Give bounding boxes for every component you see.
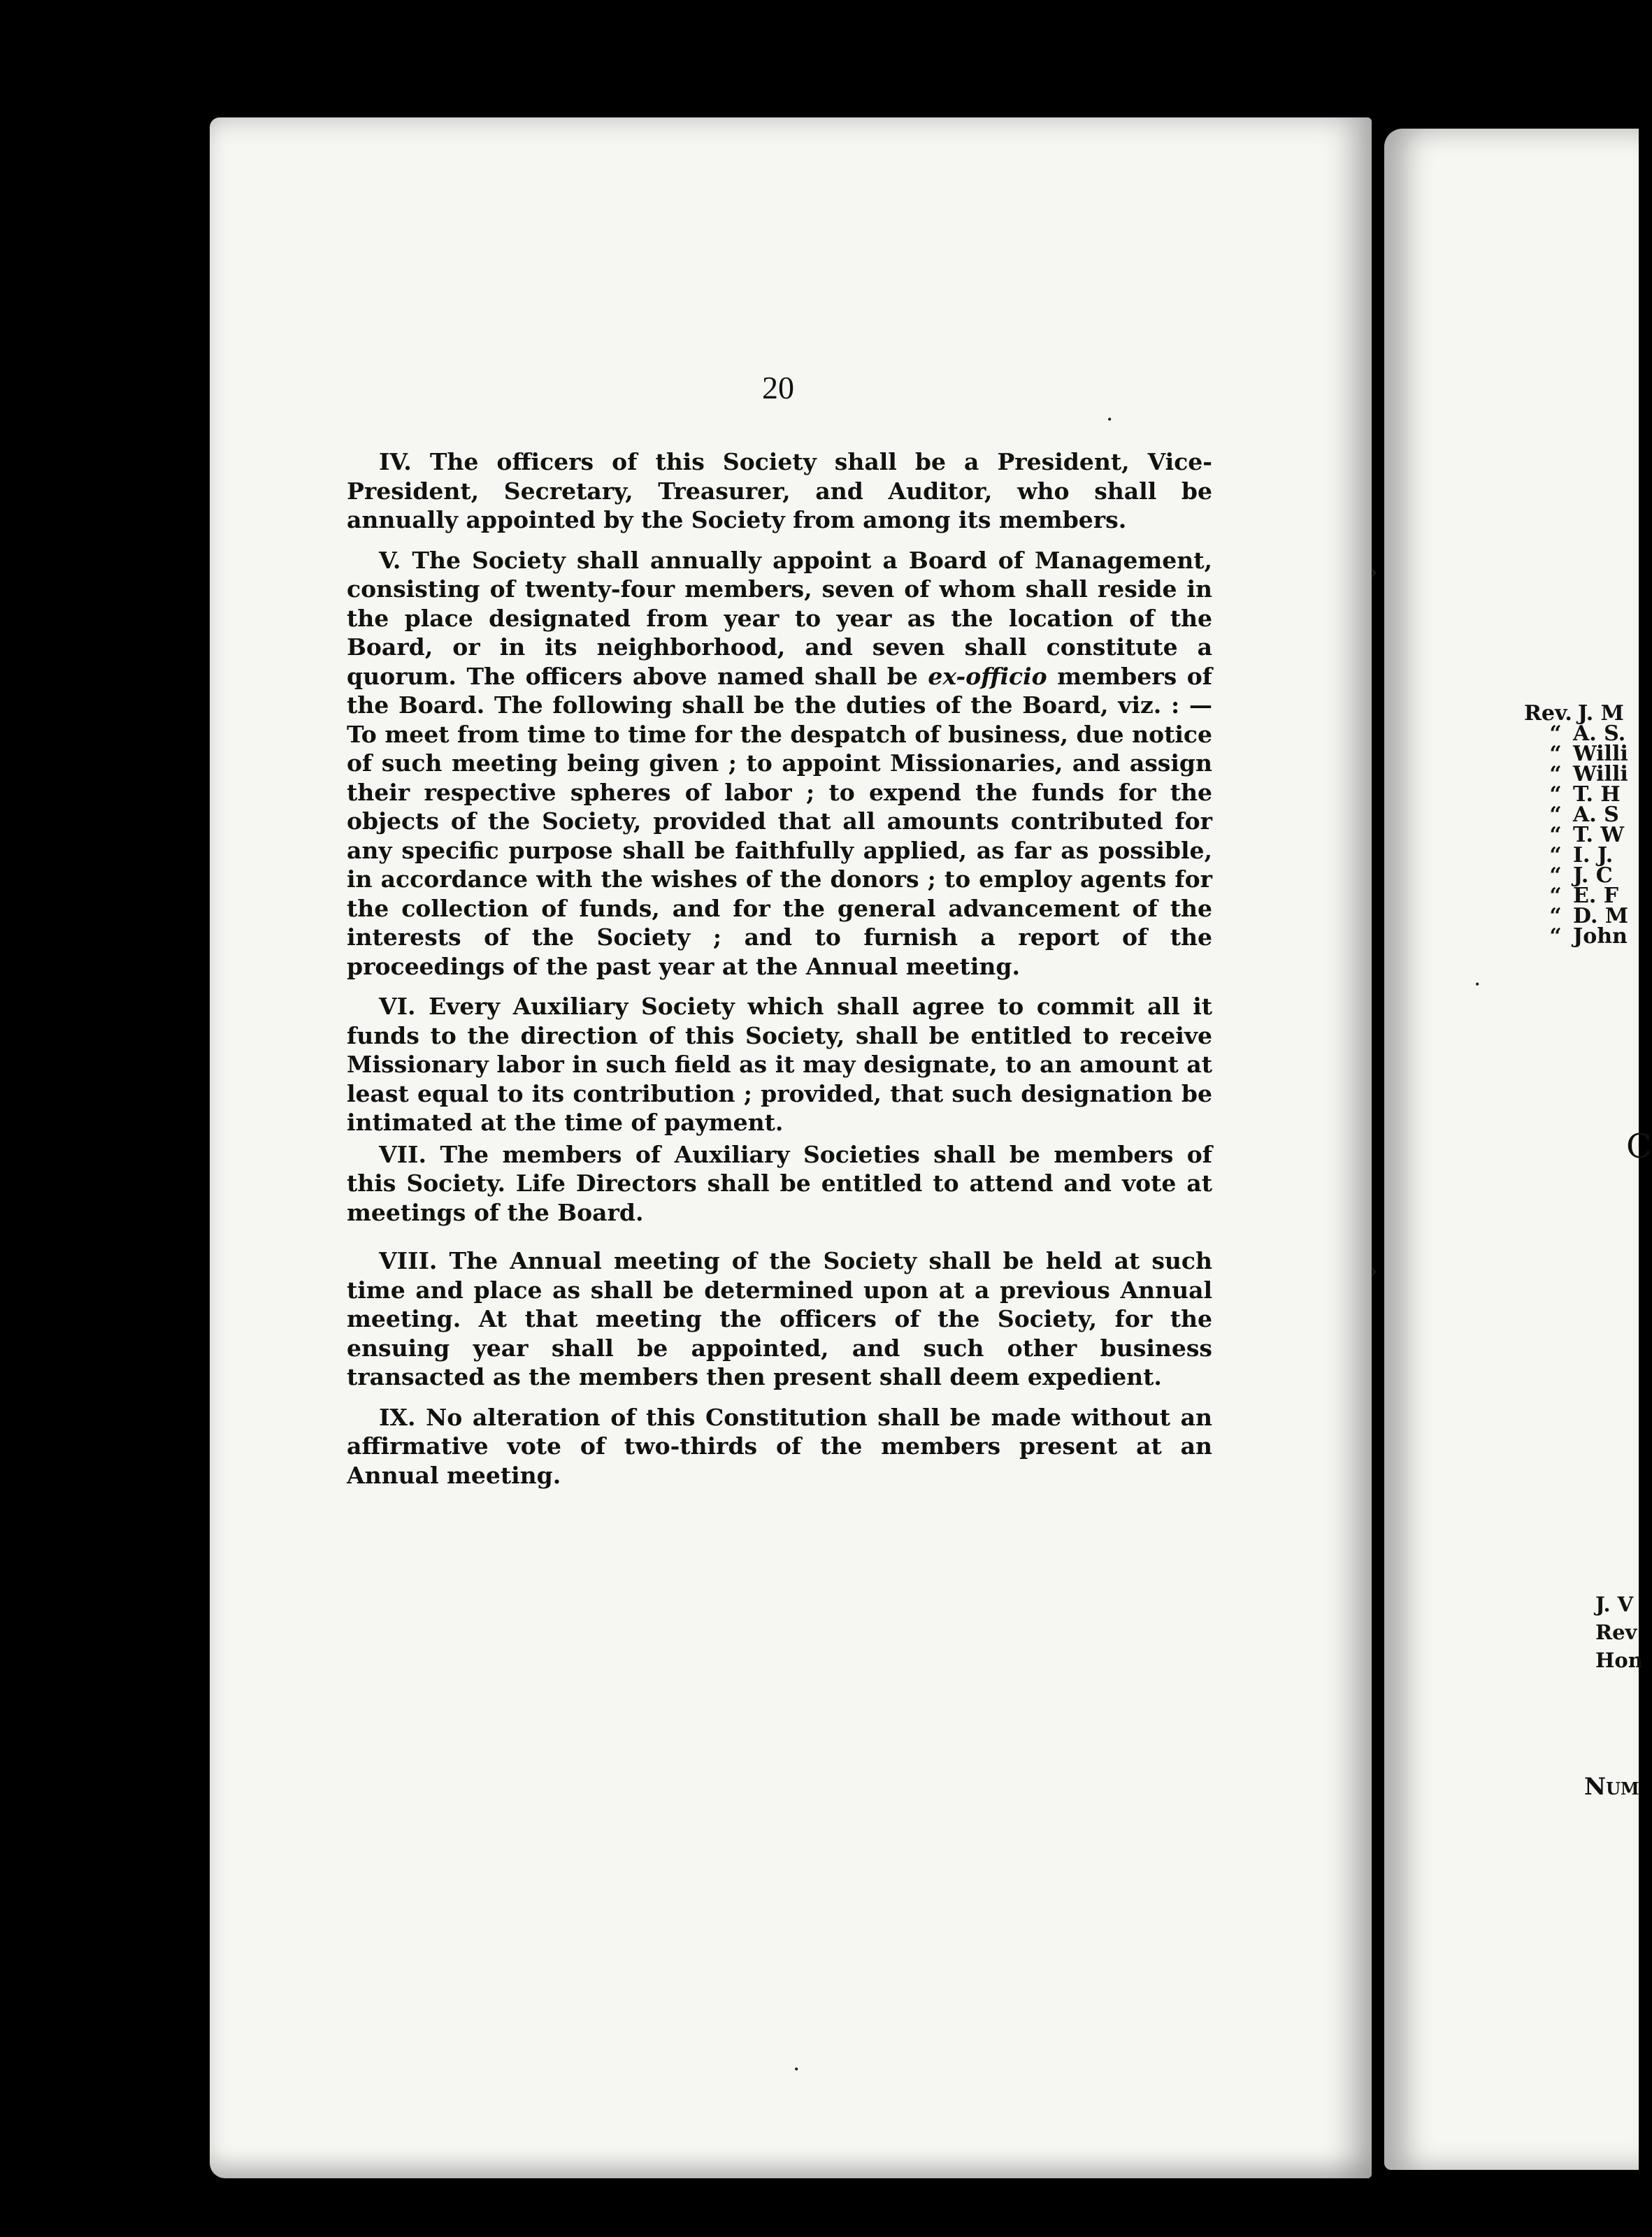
speck-mark: • — [794, 2062, 799, 2076]
ex-officio-term: ex-officio — [928, 662, 1047, 690]
article-viii: VIII. The Annual meeting of the Society shall be held at such time and place as shall be determined upon at a previous Annual meeting. At that meeting the officers of the Society, for the ensuing year shall be appointed, and such other business transacted as the members then present shall deem expedient. — [347, 1247, 1212, 1390]
article-iv: IV. The officers of this Society shall be a President, Vice-President, Secretary, Treasurer, and Auditor, who shall be annually appointed by the Society from among its members. — [347, 448, 1212, 533]
right-fragment-2: Rev — [1595, 1620, 1637, 1644]
roster-row: “ A. S — [1549, 803, 1619, 827]
right-bottom-fragment: Num — [1584, 1773, 1639, 1801]
roster-row: “ T. H — [1549, 782, 1621, 807]
speck-mark: • — [1475, 977, 1480, 991]
roster-row: “ D. M — [1549, 904, 1629, 928]
right-fragment-1: J. V — [1595, 1592, 1634, 1616]
roster-row: Rev. J. M — [1524, 701, 1624, 726]
roster-row: “ Willi — [1549, 742, 1628, 766]
right-heading-fragment: C — [1626, 1127, 1652, 1166]
right-page — [1384, 129, 1639, 2170]
roster-row: “ T. W — [1549, 823, 1625, 847]
article-vii: VII. The members of Auxiliary Societies shall be members of this Society. Life Directors shall be entitled to attend and vote at meetings of the Board. — [347, 1140, 1212, 1226]
roster-row: “ E. F — [1549, 884, 1619, 908]
roster-row: “ I. J. — [1549, 843, 1614, 868]
article-ix: IX. No alteration of this Constitution shall be made without an affirmative vote of two-thirds of the members present at an Annual meeting. — [347, 1403, 1212, 1489]
officer-roster — [1524, 703, 1628, 947]
page-number: 20 — [762, 370, 794, 405]
constitution-text — [347, 447, 1212, 1501]
speck-mark: • — [1107, 412, 1112, 426]
article-v: V. The Society shall annually appoint a Board of Management, consisting of twenty-four members, seven of whom shall reside in the place designated from year to year as the location of the Board, or in its neighborhood, and seven shall constitute a quorum. The officers above named shall be ex-officio members of the Board. The following shall be the duties of the Board, viz. : —To meet from time to time for the despatch of business, due notice of such meeting being given ; to appoint Missionaries, and assign their respective spheres of labor ; to expend the funds for the objects of the Society, provided that all amounts contributed for any specific purpose shall be faithfully applied, as far as possible, in accordance with the wishes of the donors ; to employ agents for the collection of funds, and for the general advancement of the interests of the Society ; and to furnish a report of the proceedings of the past year at the Annual meeting. — [347, 546, 1212, 980]
stitch-mark: › — [1370, 1258, 1377, 1281]
roster-row: “ Willi — [1549, 762, 1628, 786]
roster-row: “ J. C — [1549, 863, 1613, 888]
roster-row: “ A. S. — [1549, 721, 1626, 746]
roster-row: “ John — [1549, 924, 1628, 949]
right-fragment-3: Hon — [1595, 1648, 1643, 1672]
stitch-mark: › — [1370, 559, 1377, 582]
article-vi: VI. Every Auxiliary Society which shall agree to commit all it funds to the direction of this Society, shall be entitled to receive Missionary labor in such field as it may designate, to an amount at least equal to its contribution ; provided, that such designation be intimated at the time of payment. — [347, 993, 1212, 1136]
